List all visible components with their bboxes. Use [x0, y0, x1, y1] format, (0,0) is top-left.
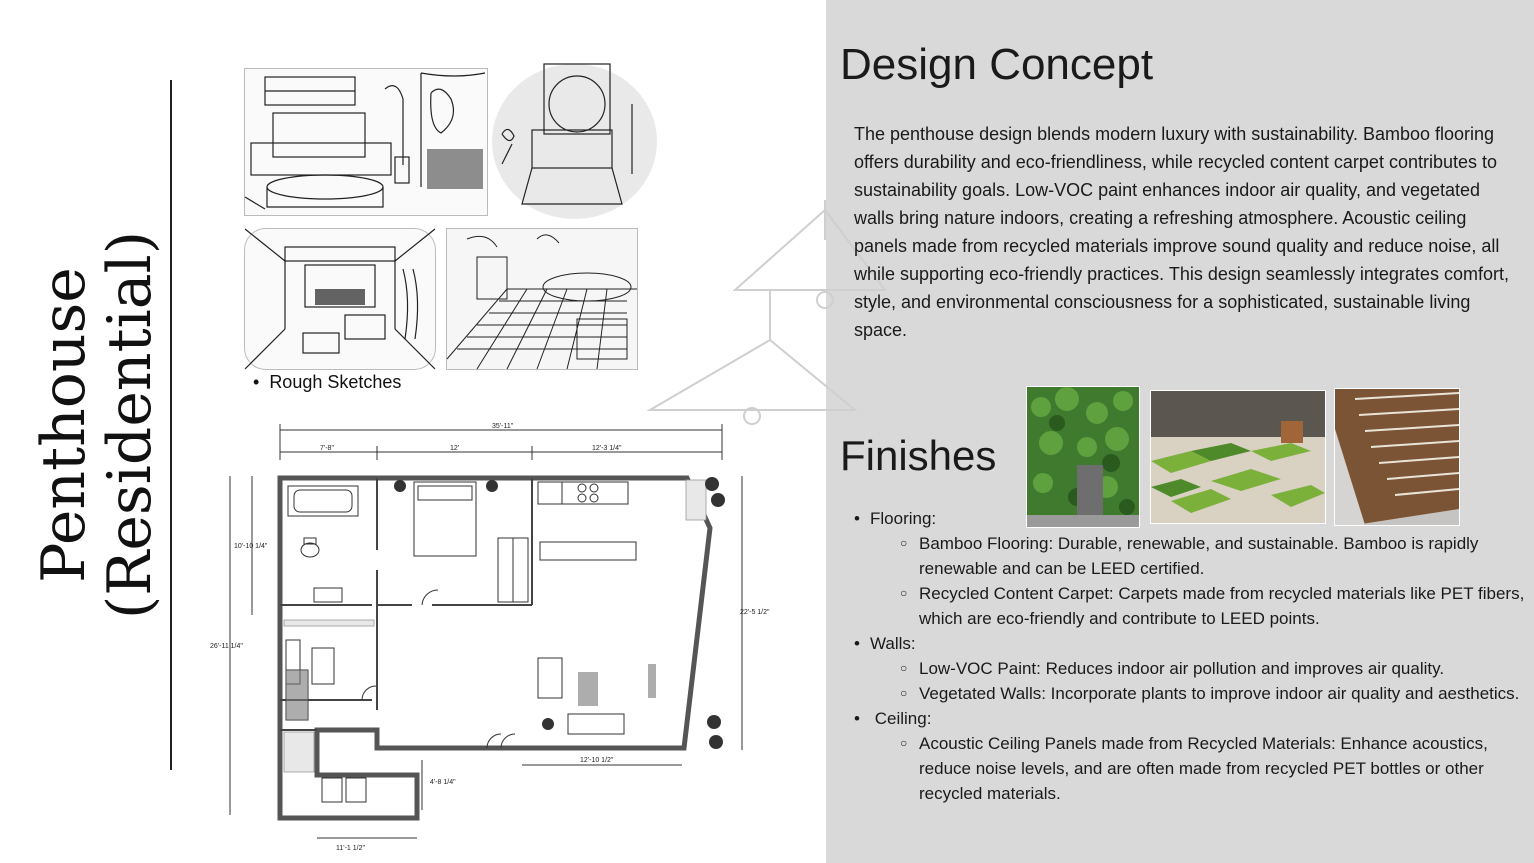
floor-plan-drawing [210, 420, 782, 860]
sketch-bathroom [446, 228, 638, 370]
dim-bottom-left: 11'-1 1/2" [336, 845, 365, 852]
sketch-bedroom-drawing [492, 64, 657, 219]
finish-group-walls [852, 631, 1532, 706]
finish-item: ○ Recycled Content Carpet: Carpets made from recycled materials like PET fibers, which are eco-friendly and contribute to LEED points. [900, 581, 1532, 631]
carpet-image [1151, 391, 1325, 523]
finish-group-label: Ceiling: [870, 709, 932, 728]
dim-bottom-right: 12'-10 1/2" [580, 757, 614, 764]
finish-group-flooring [852, 506, 1532, 631]
acoustic-ceiling-image [1335, 389, 1459, 525]
finish-group-ceiling [852, 706, 1532, 806]
finish-group-label: Flooring: [870, 509, 937, 528]
design-concept-body: The penthouse design blends modern luxury with sustainability. Bamboo flooring offers durability and eco-friendliness, while recycled content carpet contributes to sustainability goals. Low-VOC paint enhances indoor air quality, and vegetated walls bring nature indoors, creating a refreshing atmosphere. Acoustic ceiling panels made from recycled materials improve sound quality and reduce noise, all while supporting eco-friendly practices. This design seamlessly integrates comfort, style, and environmental consciousness for a sophisticated, sustainable living space. [854, 124, 1509, 340]
photo-carpet [1150, 390, 1326, 524]
sketch-lounge-drawing [245, 229, 435, 369]
finish-item: ○ Low-VOC Paint: Reduces indoor air pollution and improves air quality. [900, 656, 1532, 681]
dim-notch: 4'-8 1/4" [430, 779, 456, 786]
finish-item: ○ Bamboo Flooring: Durable, renewable, and sustainable. Bamboo is rapidly renewable and can be LEED certified. [900, 531, 1532, 581]
sketch-living-room [244, 68, 488, 216]
finish-item: ○ Vegetated Walls: Incorporate plants to improve indoor air quality and aesthetics. [900, 681, 1532, 706]
finishes-heading: Finishes [840, 432, 997, 479]
dim-top-b: 12' [450, 445, 460, 452]
dim-top-total: 35'-11" [492, 423, 514, 430]
dim-right: 22'-5 1/2" [740, 609, 770, 616]
dim-top-c: 12'-3 1/4" [592, 445, 622, 452]
title-block [20, 80, 175, 770]
sketch-living-room-drawing [245, 69, 487, 215]
floor-plan [210, 420, 782, 860]
title-line-2: (Residential) [95, 230, 165, 620]
sketch-bedroom [492, 64, 657, 219]
dim-left-a: 10'-10 1/4" [234, 543, 268, 550]
sketch-bathroom-drawing [447, 229, 637, 369]
page-title [31, 231, 163, 619]
finish-group-label: Walls: [870, 634, 916, 653]
dim-left-total: 26'-11 1/4" [210, 643, 243, 650]
title-line-1: Penthouse [29, 267, 99, 583]
finish-item: ○ Acoustic Ceiling Panels made from Recycled Materials: Enhance acoustics, reduce noise levels, and are often made from recycled PET bottles or other recycled materials. [900, 731, 1532, 806]
sketch-lounge [244, 228, 436, 370]
sketch-caption: • Rough Sketches [253, 372, 401, 393]
finishes-list [852, 506, 1532, 806]
dim-top-a: 7'-8" [320, 445, 334, 452]
title-divider [170, 80, 172, 770]
design-concept-heading: Design Concept [840, 40, 1154, 89]
